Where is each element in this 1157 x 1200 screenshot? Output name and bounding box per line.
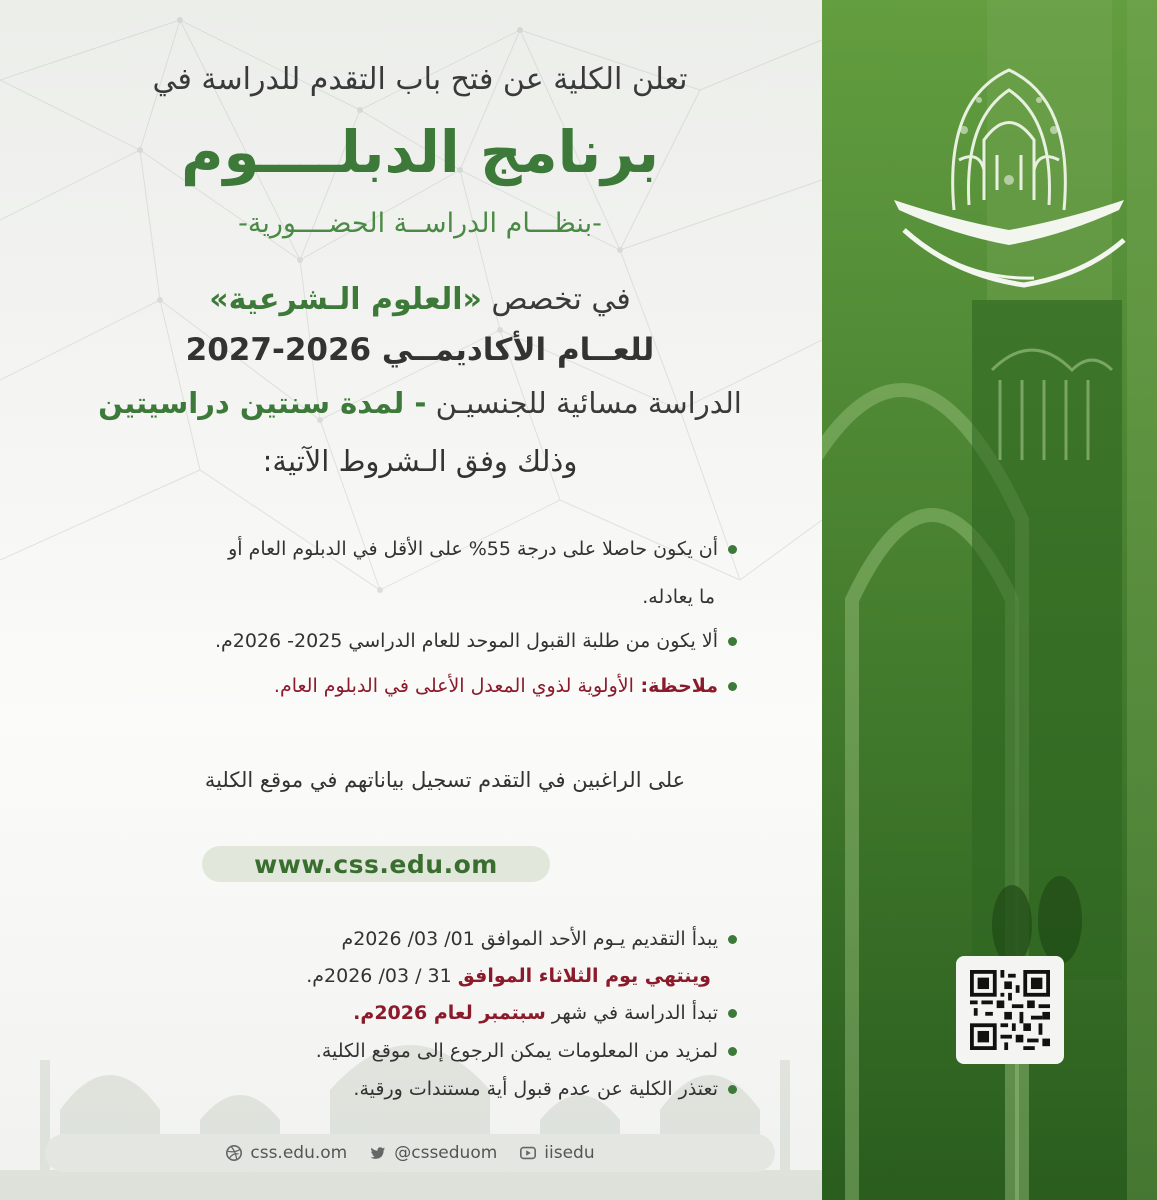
date-end-label: وينتهي يوم الثلاثاء الموافق: [457, 965, 711, 987]
college-logo: [884, 60, 1134, 300]
footer-youtube[interactable]: [519, 1143, 594, 1163]
study-info-line: [90, 386, 750, 420]
footer-contacts: [45, 1134, 775, 1172]
study-start-month: سبتمبر لعام 2026م.: [353, 1002, 546, 1024]
specialization-prefix: في تخصص: [481, 282, 631, 317]
qr-code[interactable]: [956, 956, 1064, 1064]
date-item-end: [306, 965, 711, 987]
date-start: يبدأ التقديم يـوم الأحد الموافق 01/ 03/ 2026م: [341, 928, 718, 950]
bullet-icon: [728, 935, 737, 944]
announcement-intro: تعلن الكلية عن فتح باب التقدم للدراسة في: [152, 62, 688, 97]
bullet-icon: [728, 1085, 737, 1094]
info-item: [316, 1040, 737, 1062]
date-item: [341, 928, 737, 950]
footer-website[interactable]: [225, 1143, 347, 1163]
bullet-icon: [728, 682, 737, 691]
condition-item: [228, 538, 737, 560]
study-system: -بنظـــام الدراســة الحضــــورية-: [238, 208, 602, 239]
program-title: برنامج الدبلــــوم: [180, 118, 660, 186]
condition-item: [215, 630, 737, 652]
dribbble-icon: [225, 1144, 243, 1162]
date-item: [353, 1002, 737, 1024]
study-duration: - لمدة سنتين دراسيتين: [98, 386, 427, 420]
youtube-icon: [519, 1144, 537, 1162]
bullet-icon: [728, 1009, 737, 1018]
specialization-name: «العلوم الـشرعية»: [209, 282, 482, 317]
footer-website-label: css.edu.om: [250, 1143, 348, 1163]
info-item: [353, 1078, 737, 1100]
bullet-icon: [728, 637, 737, 646]
condition-text: أن يكون حاصلا على درجة 55% على الأقل في الدبلوم العام أو: [228, 538, 718, 560]
condition-text: ألا يكون من طلبة القبول الموحد للعام الدراسي 2025- 2026م.: [214, 630, 718, 652]
website-url-link[interactable]: www.css.edu.om: [202, 846, 550, 882]
footer-twitter-label: @csseduom: [394, 1143, 498, 1163]
academic-year: للعــام الأكاديمــي 2026-2027: [185, 332, 655, 368]
footer-twitter[interactable]: [369, 1143, 497, 1163]
note-item: [274, 675, 737, 697]
register-instruction: على الراغبين في التقدم تسجيل بياناتهم في موقع الكلية: [204, 768, 686, 792]
note-label: ملاحظة:: [633, 675, 718, 697]
qr-code-icon: [970, 970, 1050, 1050]
twitter-icon: [369, 1144, 387, 1162]
bullet-icon: [728, 1047, 737, 1056]
note-text: الأولوية لذوي المعدل الأعلى في الدبلوم العام.: [273, 675, 634, 697]
bullet-icon: [728, 545, 737, 554]
condition-item-continued: ما يعادله.: [642, 586, 715, 608]
study-evening: الدراسة مسائية للجنسيـن: [426, 386, 742, 420]
footer-youtube-label: iisedu: [544, 1143, 595, 1163]
specialization-line: [100, 282, 740, 317]
conditions-heading: وذلك وفق الـشروط الآتية:: [262, 444, 578, 478]
date-end-value: 31 / 03/ 2026م.: [306, 965, 458, 987]
more-info-text: لمزيد من المعلومات يمكن الرجوع إلى موقع الكلية.: [315, 1040, 718, 1062]
study-start-prefix: تبدأ الدراسة في شهر: [545, 1002, 718, 1024]
no-paper-text: تعتذر الكلية عن عدم قبول أية مستندات ورقية.: [353, 1078, 718, 1100]
mosque-photo-panel: [822, 0, 1157, 1200]
